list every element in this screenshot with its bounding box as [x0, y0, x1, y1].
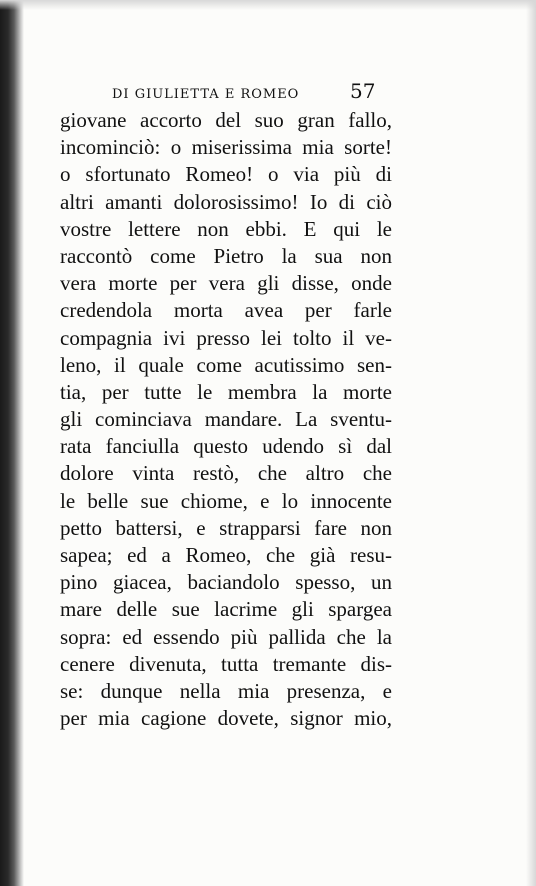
text-line-9: compagnia ivi presso lei tolto il ve-: [60, 325, 392, 350]
running-head: [112, 81, 432, 105]
text-line-2: incominciò: o miserissima mia sorte!: [60, 135, 392, 160]
text-line-22: se: dunque nella mia presenza, e: [60, 678, 392, 703]
text-line-10: leno, il quale come acutissimo sen-: [60, 352, 392, 377]
text-line-13: rata fanciulla questo udendo sì dal: [60, 434, 392, 459]
text-line-4: altri amanti dolorosissimo! Io di ciò: [60, 189, 392, 214]
top-page-edge: [0, 0, 536, 10]
text-line-18: pino giacea, baciandolo spesso, un: [60, 570, 392, 595]
text-line-6: raccontò come Pietro la sua non: [60, 243, 392, 268]
text-line-20: sopra: ed essendo più pallida che la: [60, 624, 392, 649]
text-line-7: vera morte per vera gli disse, onde: [60, 271, 392, 296]
text-line-1: giovane accorto del suo gran fallo,: [60, 108, 392, 132]
text-line-14: dolore vinta restò, che altro che: [60, 461, 392, 486]
body-text: [60, 107, 392, 732]
text-line-21: cenere divenuta, tutta tremante dis-: [60, 651, 392, 676]
text-line-3: o sfortunato Romeo! o via più di: [60, 162, 392, 187]
text-line-15: le belle sue chiome, e lo innocente: [60, 488, 392, 513]
running-title: DI GIULIETTA E ROMEO: [112, 87, 300, 102]
text-line-8: credendola morta avea per farle: [60, 298, 392, 323]
text-line-19: mare delle sue lacrime gli spargea: [60, 597, 392, 622]
text-line-12: gli cominciava mandare. La sventu-: [60, 407, 392, 432]
binding-edge: [0, 0, 24, 886]
page-number: 57: [350, 79, 376, 103]
text-line-16: petto battersi, e strapparsi fare non: [60, 515, 392, 540]
text-line-5: vostre lettere non ebbi. E qui le: [60, 216, 392, 241]
text-line-11: tia, per tutte le membra la morte: [60, 379, 392, 404]
right-page-edge: [526, 0, 536, 886]
text-line-23: per mia cagione dovete, signor mio,: [60, 706, 392, 731]
text-line-17: sapea; ed a Romeo, che già resu-: [60, 543, 392, 567]
